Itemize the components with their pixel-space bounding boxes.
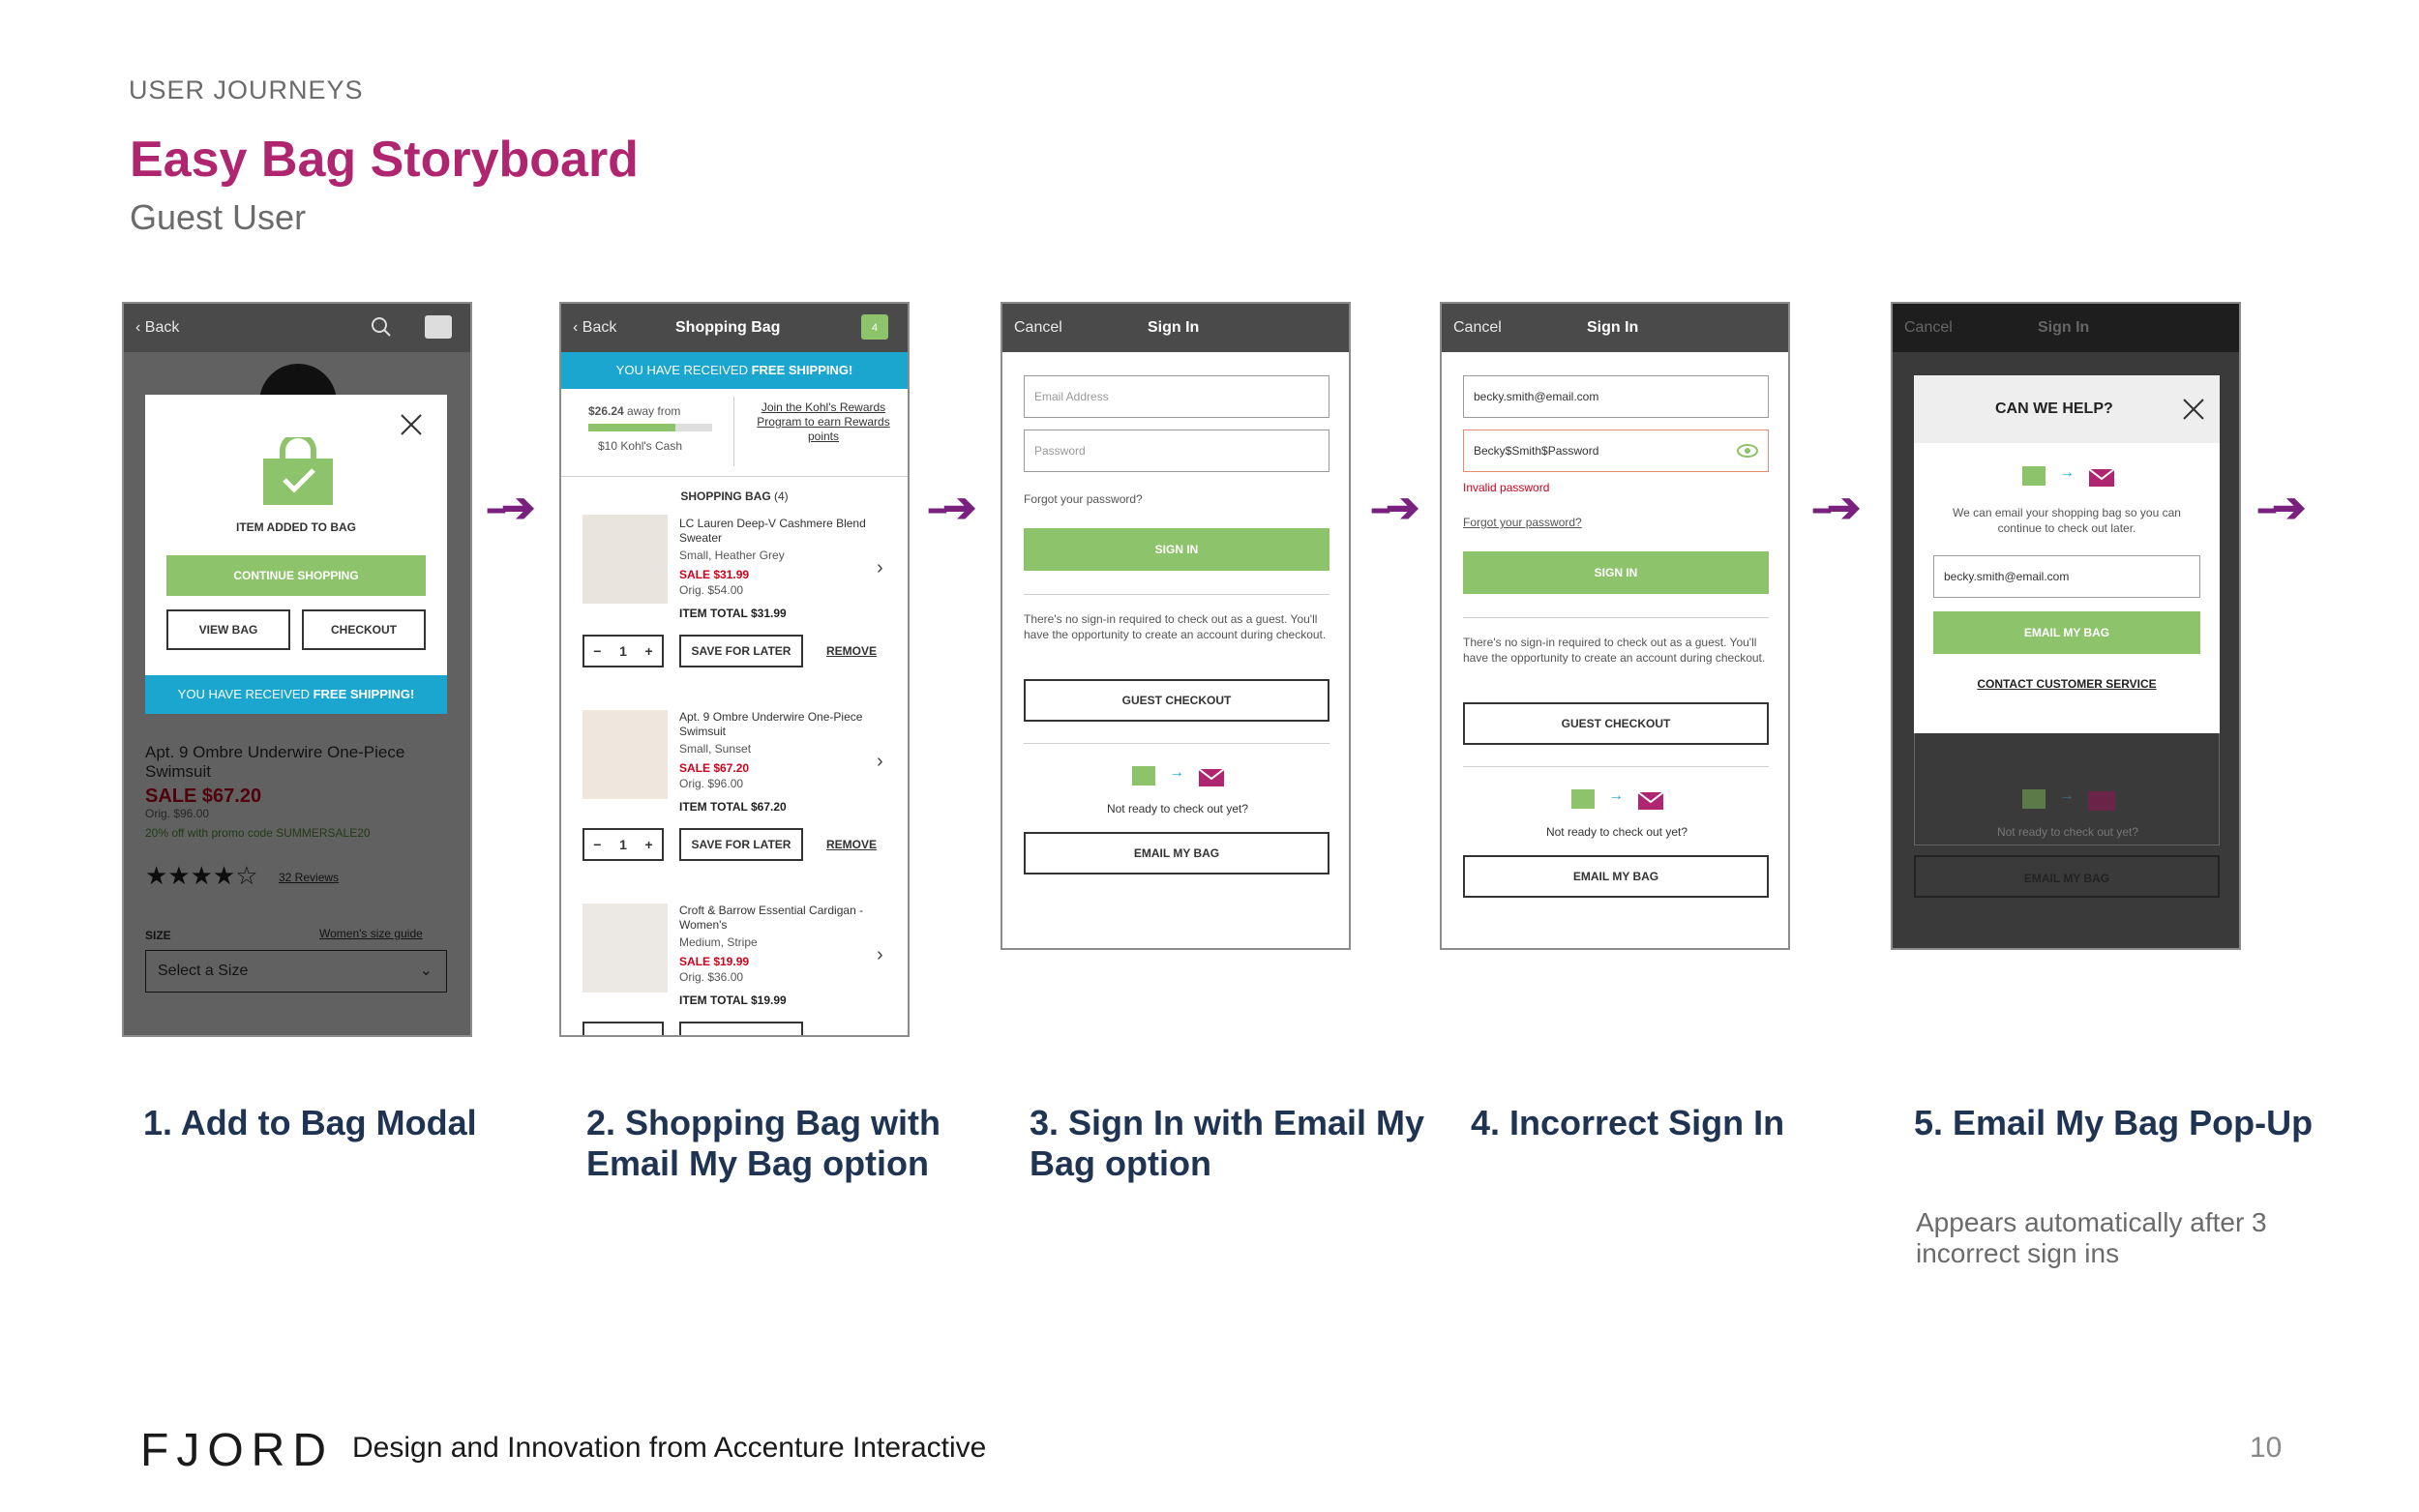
screen-incorrect-sign-in [1440,302,1790,950]
view-bag-button[interactable]: VIEW BAG [166,609,290,650]
caption-step-2: 2. Shopping Bag with Email My Bag option [586,1103,941,1183]
bag-section-heading: SHOPPING BAG (4) [680,489,789,503]
email-my-bag-button[interactable]: EMAIL MY BAG [1463,855,1769,898]
free-shipping-banner: YOU HAVE RECEIVED FREE SHIPPING! [561,352,908,389]
fjord-logo: FJORD [140,1425,334,1476]
product-thumbnail[interactable] [582,904,668,993]
email-my-bag-button: EMAIL MY BAG [1914,855,2220,898]
cancel-button[interactable]: Cancel [1904,319,1953,336]
save-for-later-button[interactable] [679,1022,803,1037]
not-ready-text: Not ready to check out yet? [1106,802,1249,815]
bag-icon [2022,466,2046,486]
item-sale-price: SALE $31.99 [679,568,750,581]
item-total: ITEM TOTAL $31.99 [679,607,787,620]
save-for-later-button[interactable]: SAVE FOR LATER [679,828,803,861]
item-variant: Small, Sunset [679,742,752,756]
modal-status: ITEM ADDED TO BAG [235,520,356,534]
page-title: Easy Bag Storyboard [130,132,639,188]
email-my-bag-button[interactable]: EMAIL MY BAG [1024,832,1329,875]
arrow-right-icon: → [1608,787,1624,804]
page-number: 10 [2250,1432,2283,1464]
password-field[interactable]: Becky$Smith$Password [1463,430,1769,472]
password-field[interactable]: Password [1024,430,1329,472]
chevron-right-icon[interactable]: › [877,751,883,772]
kohls-cash-label: $10 Kohl's Cash [598,439,683,453]
kohls-cash-progress-bar [588,424,712,431]
cancel-button[interactable]: Cancel [1014,319,1062,336]
flow-arrow: --➔ [486,485,530,530]
item-total: ITEM TOTAL $19.99 [679,993,787,1007]
search-icon[interactable] [371,316,392,338]
product-thumbnail[interactable] [582,515,668,604]
rewards-link[interactable]: Join the Kohl's Rewards Program to earn Rewards points [757,400,890,443]
flow-arrow: --➔ [1811,485,1856,530]
section-eyebrow: USER JOURNEYS [129,75,364,104]
quantity-stepper[interactable]: − 1 + [582,828,664,861]
envelope-icon [1637,791,1664,811]
bag-icon [1571,789,1595,809]
product-thumbnail[interactable] [582,710,668,799]
checkout-button[interactable]: CHECKOUT [302,609,426,650]
eye-icon[interactable] [1737,444,1758,458]
divider [733,397,734,466]
item-total: ITEM TOTAL $67.20 [679,800,787,814]
screen-add-to-bag [122,302,472,1037]
caption-step-3: 3. Sign In with Email My Bag option [1030,1103,1425,1183]
item-orig-price: Orig. $36.00 [679,970,744,984]
popup-message: We can email your shopping bag so you can continue to check out later. [1953,506,2181,535]
screen-email-bag-popup [1891,302,2241,950]
page-subtitle: Guest User [130,197,307,237]
flow-arrow: --➔ [2256,485,2301,530]
continue-shopping-button[interactable]: CONTINUE SHOPPING [166,555,426,596]
bag-icon[interactable] [425,315,452,339]
screen-shopping-bag [559,302,910,1037]
add-to-bag-modal [145,395,447,714]
caption-step-4: 4. Incorrect Sign In [1471,1103,1785,1142]
screen-sign-in [1000,302,1351,950]
close-icon[interactable] [2181,397,2206,422]
quantity-stepper[interactable] [582,1022,664,1037]
cancel-button[interactable]: Cancel [1453,319,1502,336]
free-shipping-banner: YOU HAVE RECEIVED FREE SHIPPING! [145,675,447,714]
item-name[interactable]: Apt. 9 Ombre Underwire One-Piece Swimsuit [679,710,863,738]
email-field[interactable]: Email Address [1024,375,1329,418]
sign-in-button[interactable]: SIGN IN [1463,551,1769,594]
forgot-password-link[interactable]: Forgot your password? [1024,492,1143,506]
back-button[interactable]: ‹ Back [573,319,617,336]
contact-customer-service-link[interactable]: CONTACT CUSTOMER SERVICE [1977,677,2157,691]
item-variant: Medium, Stripe [679,935,758,949]
guest-checkout-button[interactable]: GUEST CHECKOUT [1463,702,1769,745]
item-orig-price: Orig. $96.00 [679,777,744,790]
envelope-icon [1198,768,1225,787]
email-field[interactable]: becky.smith@email.com [1463,375,1769,418]
error-message: Invalid password [1463,481,1550,494]
item-variant: Small, Heather Grey [679,548,785,562]
flow-arrow: --➔ [927,485,971,530]
bag-icon [2022,789,2046,809]
app-topbar [1002,304,1349,352]
can-we-help-popup [1914,375,2220,733]
app-topbar [561,304,908,352]
caption-step-5: 5. Email My Bag Pop-Up [1914,1103,2314,1142]
envelope-icon [2088,468,2115,488]
screen-title: Sign In [2038,319,2090,336]
screen-title: Sign In [1148,319,1200,336]
kohls-cash-progress-text: $26.24 away from [588,404,681,418]
item-orig-price: Orig. $54.00 [679,583,744,597]
divider [1463,617,1769,618]
screen-title: Sign In [1587,319,1639,336]
not-ready-text: Not ready to check out yet? [1545,825,1688,839]
popup-title: CAN WE HELP? [1995,400,2113,417]
app-topbar [1893,304,2239,352]
caption-step-1: 1. Add to Bag Modal [143,1103,477,1142]
item-name[interactable]: Croft & Barrow Essential Cardigan - Women's [679,904,864,932]
divider [561,476,908,477]
bag-check-icon [259,437,337,507]
save-for-later-button[interactable]: SAVE FOR LATER [679,635,803,667]
guest-checkout-button[interactable]: GUEST CHECKOUT [1024,679,1329,722]
email-field[interactable]: becky.smith@email.com [1933,555,2200,598]
remove-link[interactable]: REMOVE [826,644,878,658]
item-sale-price: SALE $67.20 [679,761,750,775]
not-ready-text: Not ready to check out yet? [1996,825,2139,839]
item-name[interactable]: LC Lauren Deep-V Cashmere Blend Sweater [679,517,866,545]
sign-in-button[interactable]: SIGN IN [1024,528,1329,571]
forgot-password-link[interactable]: Forgot your password? [1463,516,1582,529]
guest-info-text: There's no sign-in required to check out as a guest. You'll have the opportunity to create an account during checkout. [1463,636,1766,665]
caption-step-5-note: Appears automatically after 3 incorrect sign ins [1916,1207,2267,1268]
app-topbar [124,304,470,352]
bag-icon[interactable]: 4 [861,314,888,340]
chevron-right-icon[interactable]: › [877,944,883,965]
screen-title: Shopping Bag [675,319,781,336]
quantity-stepper[interactable]: − 1 + [582,635,664,667]
back-button[interactable]: ‹ Back [135,319,180,336]
divider [1024,743,1329,744]
divider [1463,766,1769,767]
envelope-icon [2088,791,2115,811]
close-icon[interactable] [399,412,424,437]
item-sale-price: SALE $19.99 [679,955,750,968]
guest-info-text: There's no sign-in required to check out as a guest. You'll have the opportunity to create an account during checkout. [1024,612,1327,641]
app-topbar [1442,304,1788,352]
footer-tagline: Design and Innovation from Accenture Interactive [352,1432,987,1464]
bag-icon [1132,766,1155,786]
remove-link[interactable]: REMOVE [826,838,878,851]
divider [1024,594,1329,595]
arrow-right-icon: → [1169,764,1184,781]
chevron-right-icon[interactable]: › [877,557,883,578]
arrow-right-icon: → [2059,787,2075,804]
arrow-right-icon: → [2059,464,2075,481]
flow-arrow: --➔ [1370,485,1415,530]
email-my-bag-button[interactable]: EMAIL MY BAG [1933,611,2200,654]
